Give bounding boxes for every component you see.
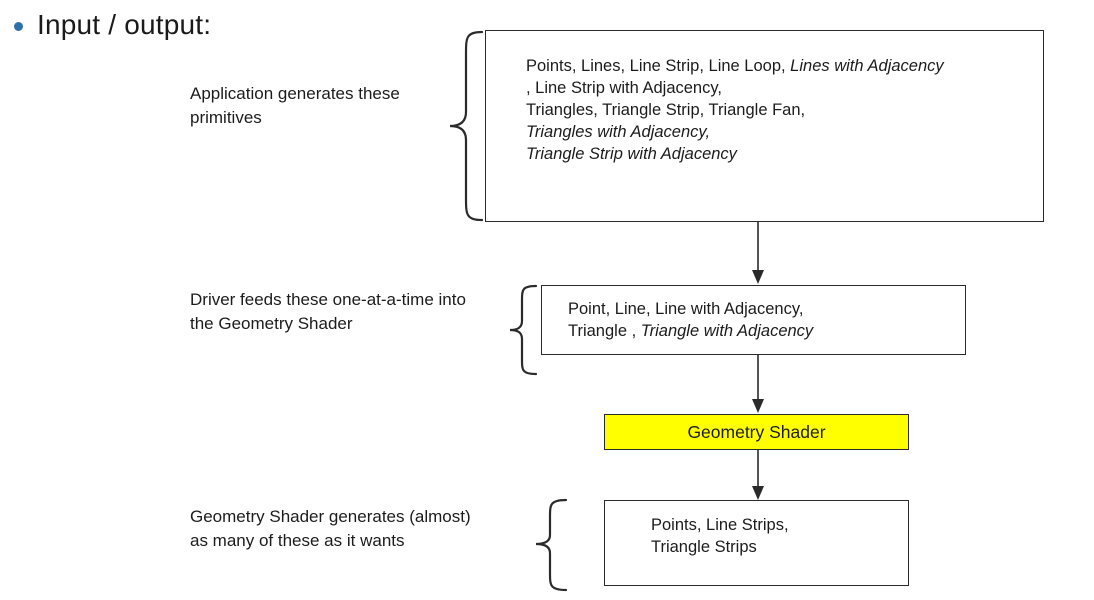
driver-primitives-box: [541, 285, 966, 355]
label-geometry-shader-generates: Geometry Shader generates (almost) as many of these as it wants: [190, 507, 471, 550]
curly-brace-primitives: [430, 28, 490, 224]
driver-line-2-plain: Triangle ,: [568, 322, 641, 340]
driver-line-2-italic: Triangle with Adjacency: [640, 322, 814, 340]
output-line-2: Triangle Strips: [651, 538, 757, 556]
primitives-line-4: Triangles with Adjacency,: [526, 123, 711, 141]
primitives-line-2-plain: , Line Strip with Adjacency,: [526, 79, 722, 97]
label-driver-feeds: Driver feeds these one-at-a-time into the Geometry Shader: [190, 290, 466, 333]
output-primitives-box: [604, 500, 909, 586]
page-title: Input / output:: [37, 9, 212, 40]
primitives-line-5: Triangle Strip with Adjacency: [526, 145, 737, 163]
primitives-line-1-plain: Points, Lines, Line Strip, Line Loop,: [526, 57, 791, 75]
arrow-driver-to-geometry-shader: [745, 355, 771, 415]
curly-brace-driver: [496, 283, 542, 377]
primitives-line-3: Triangles, Triangle Strip, Triangle Fan,: [526, 101, 806, 119]
driver-line-2: [568, 320, 965, 342]
geometry-shader-label: Geometry Shader: [687, 422, 826, 442]
curly-brace-output: [520, 497, 576, 593]
arrow-geometry-shader-to-output: [745, 450, 771, 502]
geometry-shader-box: [604, 414, 909, 450]
primitives-line-1: [526, 55, 1043, 77]
bullet-dot-icon: [14, 22, 23, 31]
slide-bullet: [14, 8, 211, 42]
output-line-1: Points, Line Strips,: [651, 516, 789, 534]
primitives-box: [485, 30, 1044, 222]
primitives-line-1-italic: Lines with Adjacency: [790, 57, 944, 75]
arrow-primitives-to-driver: [745, 222, 771, 286]
primitives-line-2: [526, 77, 1043, 99]
driver-line-1: Point, Line, Line with Adjacency,: [568, 300, 804, 318]
label-application-generates: Application generates these primitives: [190, 84, 400, 127]
